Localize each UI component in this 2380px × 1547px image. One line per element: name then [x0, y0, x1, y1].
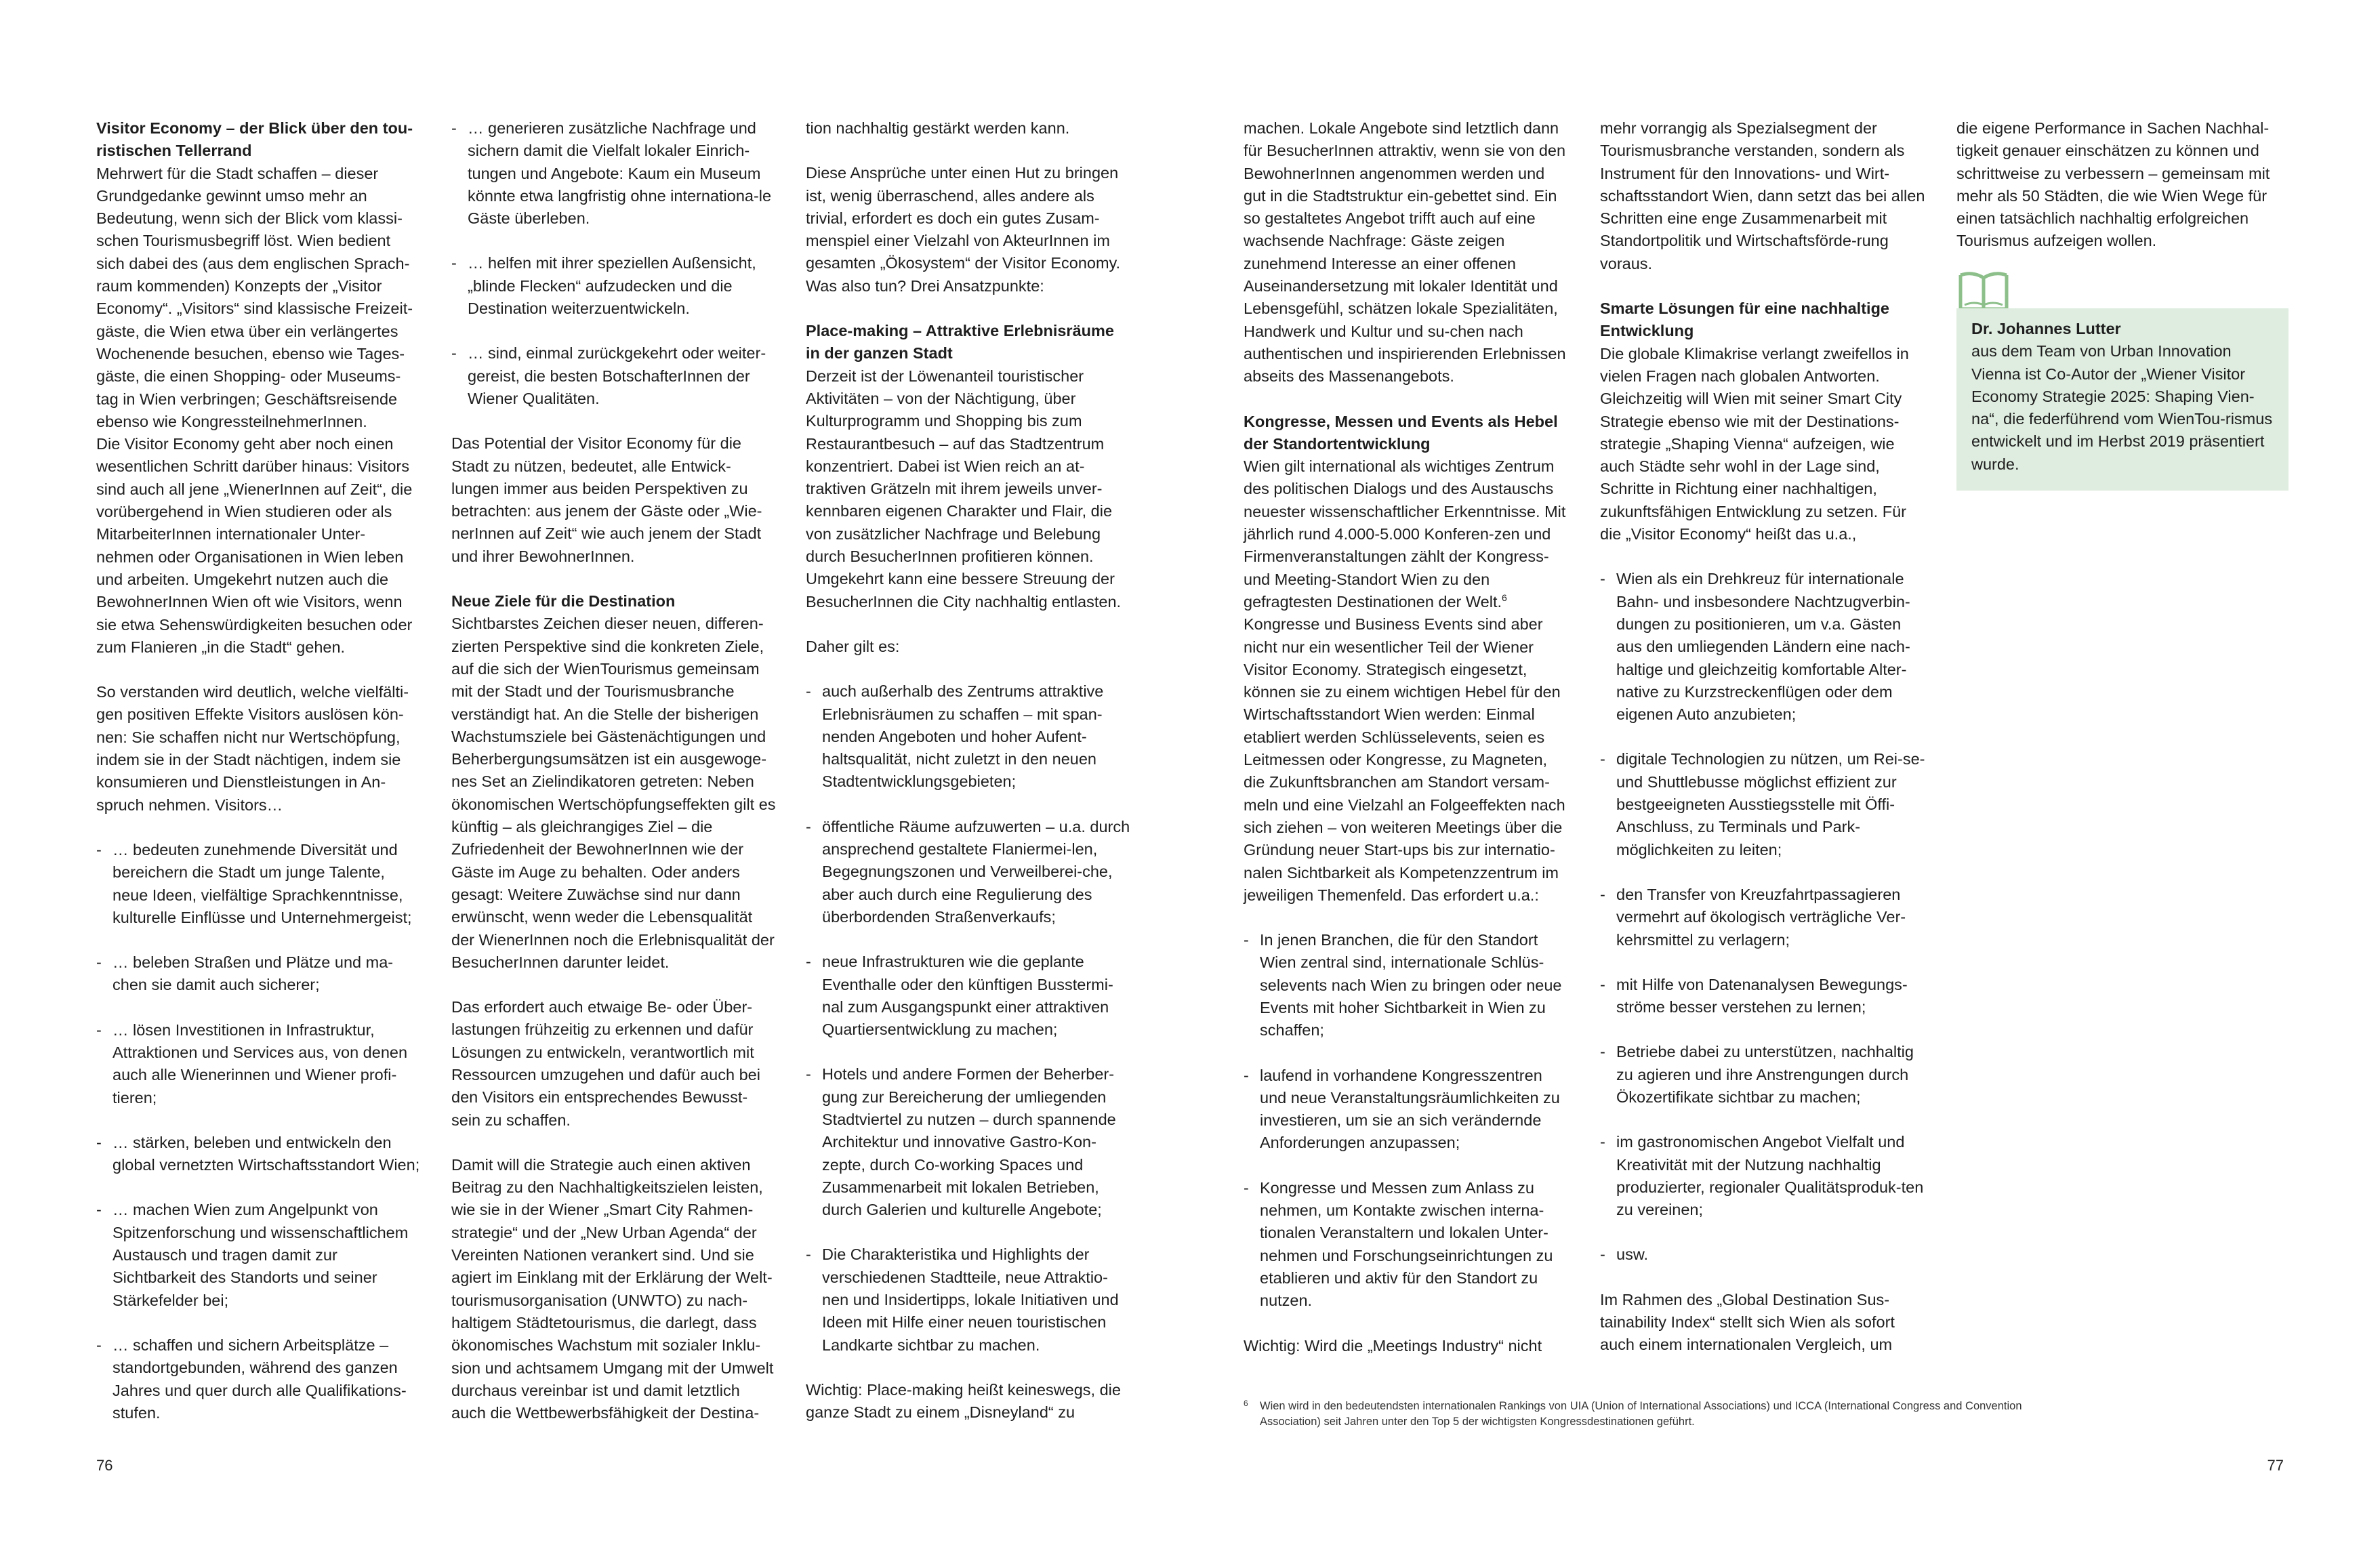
heading-neue-ziele: Neue Ziele für die Destination [451, 592, 676, 611]
column-4 [1244, 117, 1569, 1357]
page-number-left: 76 [96, 1457, 113, 1474]
open-book-icon [1956, 270, 2011, 312]
list-item: - digitale Technologien zu nützen, um Rei-se- und Shuttlebusse möglichst effizient zur bestgeeigneten Ausstiegsstelle mit Öffi-Anschluss, zu Terminals und Park-möglichkeiten zu leiten; [1600, 748, 1925, 861]
list-item: - den Transfer von Kreuzfahrtpassagieren vermehrt auf ökologisch verträgliche Ver-kehrsmittel zu verlagern; [1600, 884, 1925, 951]
list-item: - … beleben Straßen und Plätze und ma-chen sie damit auch sicherer; [96, 951, 422, 997]
paragraph: machen. Lokale Angebote sind letztlich dann für BesucherInnen attraktiv, wenn sie von den BewohnerInnen angenommen werden und gut in die Stadtstruktur ein-gebettet sind. Ein so gestaltetes Angebot trifft auch auf eine wachsende Nachfrage: Gäste zeigen zunehmend Interesse an einer offenen Auseinandersetzung mit lokaler Identität und Lebensgefühl, schätzen lokale Spezialitäten, Handwerk und Kultur und su-chen nach authentischen und inspirierenden Erlebnissen abseits des Massenangebots. [1244, 119, 1566, 386]
list-item: - neue Infrastrukturen wie die geplante Eventhalle oder den künftigen Busstermi-nal zum Ausgangspunkt einer attraktiven Quartiersentwicklung zu machen; [806, 951, 1131, 1041]
paragraph: Daher gilt es: [806, 637, 900, 655]
column-2 [451, 117, 777, 1424]
heading-visitor-economy: Visitor Economy – der Blick über den tou- ristischen Tellerrand [96, 119, 413, 160]
column-1 [96, 117, 422, 1447]
paragraph: Derzeit ist der Löwenanteil touristischer Aktivitäten – von der Nächtigung, über Kulturprogramm und Shopping bis zum Restaurantbesuch – auf das Stadtzentrum konzentriert. Dabei ist Wien reich an at-traktiven Grätzeln mit ihrem jeweils unver-kennbaren eigenen Charakter und Flair, die von zusätzlicher Nachfrage und Belebung durch BesucherInnen profitieren können. Umgekehrt kann eine bessere Streuung der BesucherInnen die City nachhaltig entlasten. [806, 367, 1122, 611]
heading-kongresse: Kongresse, Messen und Events als Hebel der Standortentwicklung [1244, 412, 1558, 453]
list-item: - im gastronomischen Angebot Vielfalt und Kreativität mit der Nutzung nachhaltig produzierter, regionaler Qualitätsproduk-ten zu vereinen; [1600, 1131, 1925, 1221]
list-item: - … stärken, beleben und entwickeln den global vernetzten Wirtschaftsstandort Wien; [96, 1132, 422, 1177]
place-making-list [806, 680, 1131, 1357]
list-item: - auch außerhalb des Zentrums attraktive Erlebnisräumen zu schaffen – mit span-nenden Angeboten und hoher Aufent-haltsqualität, nicht zuletzt in den neuen Stadtentwicklungsgebieten; [806, 680, 1131, 793]
kongresse-list [1244, 929, 1569, 1312]
list-item: - Wien als ein Drehkreuz für internationale Bahn- und insbesondere Nachtzugverbin-dungen zu positionieren, um v.a. Gästen aus den umliegenden Ländern eine nach-haltige und gleichzeitig komfortable Alter-native zu Kurzstreckenflügen oder dem eigenen Auto anzubieten; [1600, 568, 1925, 726]
heading-place-making: Place-making – Attraktive Erlebnisräume in der ganzen Stadt [806, 322, 1114, 363]
list-item: - öffentliche Räume aufzuwerten – u.a. durch ansprechend gestaltete Flaniermei-len, Begegnungszonen und Verweilberei-che, aber auch durch eine Regulierung des überbordenden Straßenverkaufs; [806, 816, 1131, 928]
list-item: - … schaffen und sichern Arbeitsplätze – standortgebunden, während des ganzen Jahres und quer durch alle Qualifikations-stufen. [96, 1334, 422, 1424]
footnote-text: Wien wird in den bedeutendsten internationalen Rankings von UIA (Union of International Associations) und ICCA (International Congress and Convention Association) seit Jahren unter den Top 5 der wichtigsten Kongressdestinationen geführt. [1260, 1400, 2022, 1428]
column-6 [1956, 117, 2282, 253]
column-3 [806, 117, 1131, 1424]
list-item: - usw. [1600, 1243, 1925, 1266]
list-item: - laufend in vorhandene Kongresszentren und neue Veranstaltungsräumlichkeiten zu investieren, um sie an sich verändernde Anforderungen anzupassen; [1244, 1065, 1569, 1155]
list-item: - … bedeuten zunehmende Diversität und bereichern die Stadt um junge Talente, neue Ideen, vielfältige Sprachkenntnisse, kulturelle Einflüsse und Unternehmergeist; [96, 839, 422, 929]
footnote [1244, 1399, 2057, 1430]
author-bio: aus dem Team von Urban Innovation Vienna ist Co-Autor der „Wiener Visitor Economy Strategie 2025: Shaping Vien-na“, die federführend vom WienTou-rismus entwickelt und im Herbst 2019 präsentiert wurde. [1971, 342, 2273, 473]
smarte-loesungen-list [1600, 568, 1925, 1266]
visitors-benefit-list-continued [451, 117, 777, 410]
paragraph: Die globale Klimakrise verlangt zweifellos in vielen Fragen nach globalen Antworten. Gleichzeitig will Wien mit seiner Smart City Strategie ebenso wie mit der Destinations-strategie „Shaping Vienna“ aufzeigen, wie auch Städte sehr wohl in der Lage sind, Schritte in Richtung einer nachhaltigen, zukunftsfähigen Entwicklung zu setzen. Für die „Visitor Economy“ heißt das u.a., [1600, 344, 1909, 543]
page-number-right: 77 [2267, 1457, 2284, 1474]
author-box [1956, 308, 2289, 491]
list-item: - Die Charakteristika und Highlights der verschiedenen Stadtteile, neue Attraktio-nen und Insidertipps, lokale Initiativen und Ideen mit Hilfe einer neuen touristischen Landkarte sichtbar zu machen. [806, 1243, 1131, 1356]
list-item: - … lösen Investitionen in Infrastruktur, Attraktionen und Services aus, von denen auch alle Wienerinnen und Wiener profi-tieren; [96, 1019, 422, 1109]
paragraph: tion nachhaltig gestärkt werden kann. [806, 119, 1070, 137]
paragraph: Wichtig: Wird die „Meetings Industry“ nicht [1244, 1336, 1542, 1355]
list-item: - … sind, einmal zurückgekehrt oder weiter-gereist, die besten BotschafterInnen der Wiener Qualitäten. [451, 342, 777, 410]
list-item: - … machen Wien zum Angelpunkt von Spitzenforschung und wissenschaftlichem Austausch und tragen damit zur Sichtbarkeit des Standorts und seiner Stärkefelder bei; [96, 1199, 422, 1311]
paragraph: Das erfordert auch etwaige Be- oder Über-lastungen frühzeitig zu erkennen und dafür Lösungen zu entwickeln, verantwortlich mit Ressourcen umzugehen und dafür auch bei den Visitors ein entsprechendes Bewusst-sein zu schaffen. [451, 998, 760, 1129]
paragraph: Mehrwert für die Stadt schaffen – dieser Grundgedanke gewinnt umso mehr an Bedeutung, wenn sich der Blick vom klassi-schen Tourismusbegriff löst. Wien bedient sich dabei des (aus dem englischen Sprach-raum kommenden) Konzepts der „Visitor Economy“. „Visitors“ sind klassische Freizeit-gäste, die Wien etwa über ein verlängertes Wochenende besuchen, ebenso wie Tages-gäste, die einen Shopping- oder Museums-tag in Wien verbringen; Geschäftsreisende ebenso wie KongressteilnehmerInnen. [96, 164, 413, 430]
paragraph: Das Potential der Visitor Economy für die Stadt zu nützen, bedeutet, alle Entwick-lungen immer aus beiden Perspektiven zu betrachten: aus jenem der Gäste oder „Wie-nerInnen auf Zeit“ wie auch jenem der Stadt und ihrer BewohnerInnen. [451, 434, 762, 565]
paragraph: Im Rahmen des „Global Destination Sus-tainability Index“ stellt sich Wien als sofort auch einem internationalen Vergleich, um [1600, 1290, 1895, 1354]
paragraph: Wichtig: Place-making heißt keineswegs, die ganze Stadt zu einem „Disneyland“ zu [806, 1380, 1121, 1422]
list-item: - Betriebe dabei zu unterstützen, nachhaltig zu agieren und ihre Anstrengungen durch Ökozertifikate sichtbar zu machen; [1600, 1041, 1925, 1109]
column-5 [1600, 117, 1925, 1357]
paragraph: mehr vorrangig als Spezialsegment der Tourismusbranche verstanden, sondern als Instrument für den Innovations- und Wirt-schaftsstandort Wien, dann setzt das bei allen Schritten eine enge Zusammenarbeit mit Standortpolitik und Wirtschaftsförde-rung voraus. [1600, 119, 1925, 272]
visitors-benefit-list [96, 839, 422, 1424]
paragraph: Damit will die Strategie auch einen aktiven Beitrag zu den Nachhaltigkeitszielen leisten, wie sie in der Wiener „Smart City Rahmen-strategie“ und der „New Urban Agenda“ der Vereinten Nationen verankert sind. Und sie agiert im Einklang mit der Erklärung der Welt-tourismusorganisation (UNWTO) zu nach-haltigem Städtetourismus, die darlegt, dass ökonomisches Wachstum mit sozialer Inklu-sion und achtsamem Umgang mit der Umwelt durchaus vereinbar ist und damit letztlich auch die Wettbewerbsfähigkeit der Destina- [451, 1155, 774, 1422]
paragraph: Die Visitor Economy geht aber noch einen wesentlichen Schritt darüber hinaus: Visitors sind auch all jene „WienerInnen auf Zeit“, die vorübergehend in Wien studieren oder als MitarbeiterInnen internationaler Unter-nehmen oder Organisationen in Wien leben und arbeiten. Umgekehrt nutzen auch die BewohnerInnen Wien oft wie Visitors, wenn sie etwa Sehenswürdigkeiten besuchen oder zum Flanieren „in die Stadt“ gehen. [96, 435, 413, 656]
list-item: - mit Hilfe von Datenanalysen Bewegungs-ströme besser verstehen zu lernen; [1600, 974, 1925, 1019]
list-item: - … generieren zusätzliche Nachfrage und sichern damit die Vielfalt lokaler Einrich-tungen und Angebote: Kaum ein Museum könnte etwa langfristig ohne internationa-le Gäste überleben. [451, 117, 777, 230]
list-item: - … helfen mit ihrer speziellen Außensicht, „blinde Flecken“ aufzudecken und die Destination weiterzuentwickeln. [451, 252, 777, 320]
footnote-number: 6 [1244, 1399, 1248, 1408]
paragraph: die eigene Performance in Sachen Nachhal-tigkeit genauer einschätzen zu können und schrittweise zu verbessern – gemeinsam mit mehr als 50 Städten, die wie Wien Wege für einen tatsächlich nachhaltig erfolgreichen Tourismus aufzeigen wollen. [1956, 119, 2270, 250]
footnote-ref: 6 [1502, 592, 1507, 604]
paragraph: Wien gilt international als wichtiges Zentrum des politischen Dialogs und des Austauschs neuester wissenschaftlicher Erkenntnisse. Mit jährlich rund 4.000-5.000 Konferen-zen und Firmenveranstaltungen zählt der Kongress- und Meeting-Standort Wien zu den gefragtesten Destinationen der Welt.$^6$ Kongresse und Business Events sind aber nicht nur ein wesentlicher Teil der Wiener Visitor Economy. Strategisch eingesetzt, können sie zu einem wichtigen Hebel für den Wirtschaftsstandort Wien werden: Einmal etabliert werden Schlüsselevents, seien es Leitmessen oder Kongresse, zu Magneten, die Zukunftsbranchen am Standort versam-meln und eine Vielzahl an Folgeeffekten nach sich ziehen – von weiteren Meetings über die Gründung neuer Start-ups bis zur internatio-nalen Sichtbarkeit als Kompetenzzentrum im jeweiligen Themenfeld. Das erfordert u.a.: [1244, 457, 1566, 904]
paragraph: Sichtbarstes Zeichen dieser neuen, differen-zierten Perspektive sind die konkreten Ziele, auf die sich der WienTourismus gemeinsam mit der Stadt und der Tourismusbranche verständigt hat. An die Stelle der bisherigen Wachstumsziele bei Gästenächtigungen und Beherbergungsumsätzen ist ein ausgewoge-nes Set an Zielindikatoren getreten: Neben ökonomischen Wertschöpfungseffekten gilt es künftig – als gleichrangiges Ziel – die Zufriedenheit der BewohnerInnen wie der Gäste im Auge zu behalten. Oder anders gesagt: Weitere Zuwächse sind nur dann erwünscht, wenn weder die Lebensqualität der WienerInnen noch die Erlebnisqualität der BesucherInnen darunter leidet. [451, 615, 776, 971]
paragraph: So verstanden wird deutlich, welche vielfälti-gen positiven Effekte Visitors auslösen kön-nen: Sie schaffen nicht nur Wertschöpfung, indem sie in der Stadt nächtigen, indem sie konsumieren und Dienstleistungen in An-spruch nehmen. Visitors… [96, 683, 409, 814]
author-name: Dr. Johannes Lutter [1971, 320, 2121, 337]
paragraph: Diese Ansprüche unter einen Hut zu bringen ist, wenig überraschend, alles andere als trivial, erfordert es doch ein gutes Zusam-menspiel einer Vielzahl von AkteurInnen im gesamten „Ökosystem“ der Visitor Economy. Was also tun? Drei Ansatzpunkte: [806, 164, 1121, 295]
list-item: - Hotels und andere Formen der Beherber-gung zur Bereicherung der umliegenden Stadtviertel zu nutzen – durch spannende Architektur und innovative Gastro-Kon-zepte, durch Co-working Spaces und Zusammenarbeit mit lokalen Betrieben, durch Galerien und kulturelle Angebote; [806, 1063, 1131, 1221]
list-item: - In jenen Branchen, die für den Standort Wien zentral sind, internationale Schlüs-selevents nach Wien zu bringen oder neue Events mit hoher Sichtbarkeit in Wien zu schaffen; [1244, 929, 1569, 1041]
heading-smarte-loesungen: Smarte Lösungen für eine nachhaltige Entwicklung [1600, 300, 1889, 340]
list-item: - Kongresse und Messen zum Anlass zu nehmen, um Kontakte zwischen interna-tionalen Veranstaltern und lokalen Unter-nehmen und Forschungseinrichtungen zu etablieren und aktiv für den Standort zu nutzen. [1244, 1177, 1569, 1313]
